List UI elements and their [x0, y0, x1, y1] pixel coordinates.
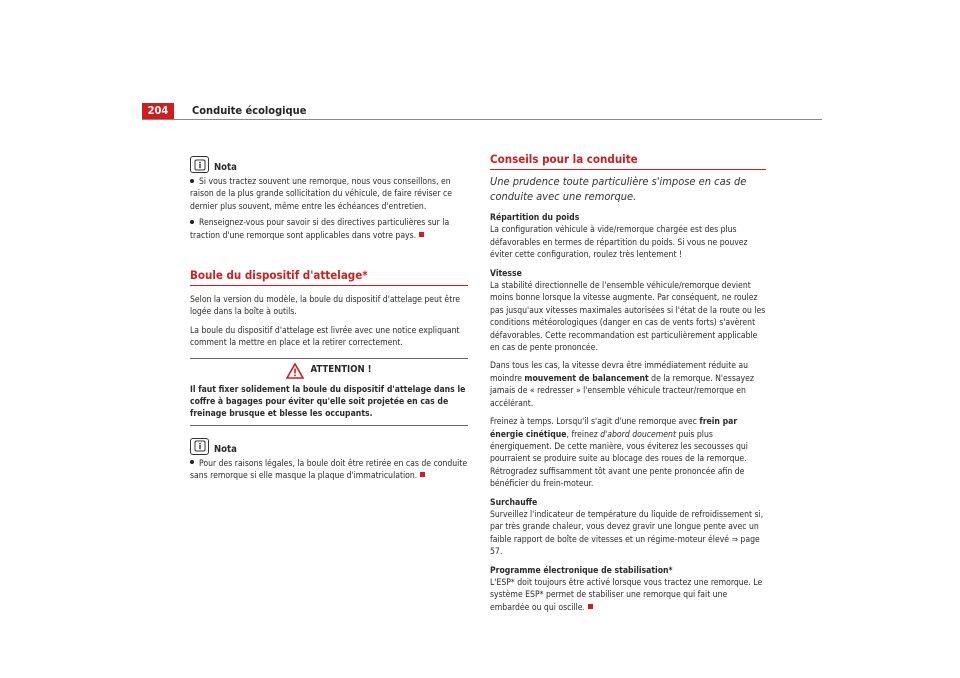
note-title: Nota — [214, 443, 237, 455]
section-rule — [490, 169, 766, 170]
section-rule — [190, 285, 468, 286]
esp-paragraph: Programme électronique de stabilisation* L'ESP* doit toujours être activé lorsque vous tractez une remorque. Le système ESP* permet de stabiliser une remorque qui fait une embardée ou qui oscille. — [490, 565, 766, 615]
note-bullet: Pour des raisons légales, la boule doit être retirée en cas de conduite sans remorque si elle masque la plaque d'immatriculation. — [190, 458, 468, 482]
warning-box — [190, 358, 468, 426]
paragraph: La boule du dispositif d'attelage est livrée avec une notice expliquant comment la mettre en place et la retirer correctement. — [190, 325, 460, 349]
note-title: Nota — [214, 162, 237, 173]
info-note-icon — [190, 438, 209, 455]
paragraph: Selon la version du modèle, la boule du dispositif d'attelage peut être logée dans la boîte à outils. — [190, 295, 460, 318]
paragraph: Dans tous les cas, la vitesse devra être immédiatement réduite au moindre mouvement de balancement de la remorque. N'essayez jamais de « redresser » l'ensemble véhicule tracteur/remorque en accélérant. — [490, 361, 754, 409]
section-title: Boule du dispositif d'attelage* — [190, 268, 368, 283]
overheat-paragraph: Surchauffe Surveillez l'indicateur de température du liquide de refroidissement si, par très grande chaleur, vous devez gravir une longue pente avec un faible rapport de boîte de vitesses et un régime-moteur élevé ⇒ page 57. — [490, 497, 766, 559]
note-bullet: Si vous tractez souvent une remorque, nous vous conseillons, en raison de la plus grande sollicitation du véhicule, de faire réviser ce dernier plus souvent, même entre les échéances d'entretien. — [190, 177, 452, 212]
bullet-icon — [190, 179, 194, 183]
warning-title: ATTENTION ! — [310, 364, 372, 376]
page-header-title: Conduite écologique — [192, 104, 307, 117]
end-mark-icon — [588, 604, 593, 609]
left-column — [190, 156, 468, 487]
warning-text: Il faut fixer solidement la boule du dispositif d'attelage dans le coffre à bagages pour éviter qu'elle soit projetée en cas de freinage brusque et blesse les occupants. — [190, 384, 466, 420]
header-rule — [142, 119, 822, 120]
bullet-icon — [190, 460, 194, 464]
page-number: 204 — [142, 103, 174, 119]
end-mark-icon — [419, 232, 424, 237]
note-bullet: Renseignez-vous pour savoir si des directives particulières sur la traction d'une remorque sont applicables dans votre pays. — [190, 218, 450, 241]
esp-label: Programme électronique de stabilisation* — [490, 565, 673, 576]
weight-paragraph: Répartition du poids La configuration véhicule à vide/remorque chargée est des plus défavorables en termes de répartition du poids. Si vous ne pouvez éviter cette configuration, roulez très lentement ! — [490, 212, 766, 262]
warning-triangle-icon — [286, 363, 304, 379]
overheat-label: Surchauffe — [490, 497, 538, 508]
note-header — [190, 156, 468, 173]
speed-paragraph: Vitesse La stabilité directionnelle de l'ensemble véhicule/remorque devient moins bonne lorsque la vitesse augmente. Par conséquent, ne roulez pas jusqu'aux vitesses maximales autorisées si l'état de la route ou les conditions météorologiques (danger en cas de vents forts) s'avèrent défavorables. Cette recommandation est particulièrement applicable en cas de pente prononcée. — [490, 268, 766, 354]
bullet-icon — [190, 220, 194, 224]
right-column — [490, 152, 766, 620]
weight-label: Répartition du poids — [490, 213, 580, 223]
section-title: Conseils pour la conduite — [490, 152, 638, 166]
note-header — [190, 438, 468, 455]
end-mark-icon — [420, 472, 425, 477]
warning-header — [190, 363, 468, 379]
info-note-icon — [190, 156, 209, 173]
speed-label: Vitesse — [490, 268, 522, 279]
section-subtitle: Une prudence toute particulière s'impose en cas de conduite avec une remorque. — [490, 175, 747, 203]
paragraph: Freinez à temps. Lorsqu'il s'agit d'une remorque avec frein par énergie cinétique, freinez d'abord doucement puis plus énergiquement. De cette manière, vous éviterez les secousses qui pourraient se produire suite au blocage des roues de la remorque. Rétrogradez suffisamment tôt avant une pente prononcée afin de bénéficier du frein-moteur. — [490, 417, 748, 490]
